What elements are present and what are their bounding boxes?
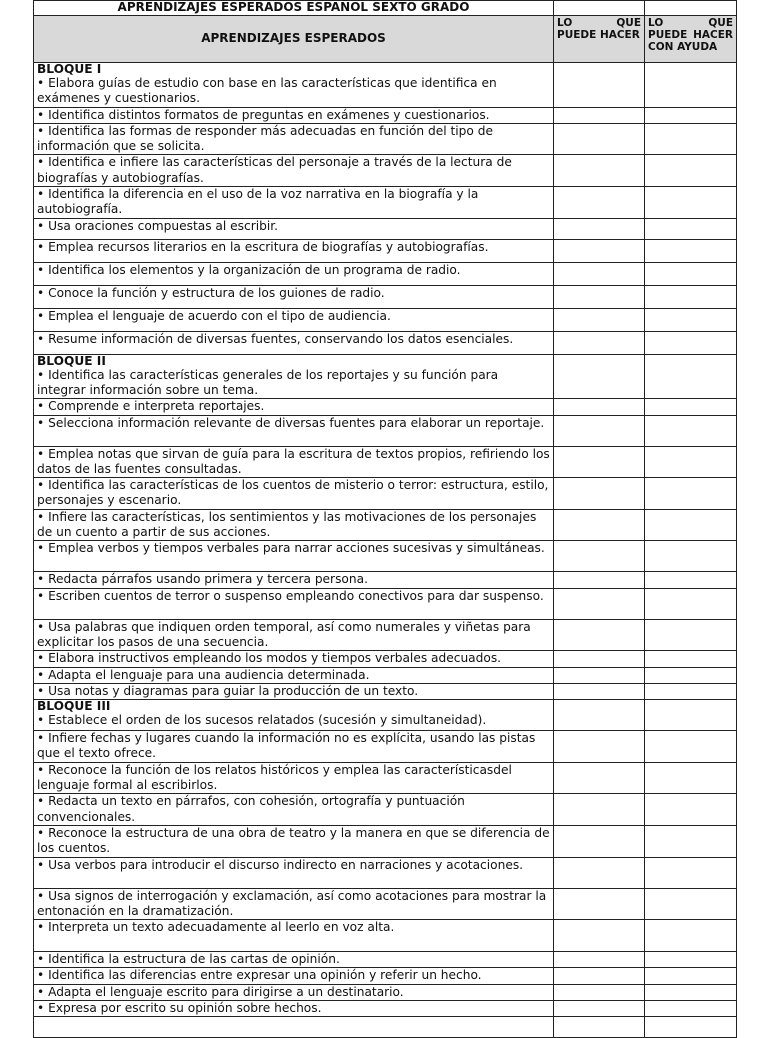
con-ayuda-cell [645, 920, 737, 952]
puede-hacer-cell [554, 762, 645, 794]
title-empty-cell [554, 1, 645, 16]
table-row [34, 968, 737, 984]
table-row [34, 888, 737, 920]
block-heading: BLOQUE III [37, 699, 111, 714]
con-ayuda-cell [645, 572, 737, 588]
aprendizaje-cell [34, 588, 554, 619]
table-row [34, 825, 737, 857]
puede-hacer-cell [554, 331, 645, 354]
puede-hacer-cell [554, 572, 645, 588]
puede-hacer-cell [554, 262, 645, 285]
aprendizaje-text: Identifica las diferencias entre expresar una opinión y referir un hecho. [48, 968, 482, 983]
aprendizaje-text: Identifica las características generales de los reportajes y su función para integrar información sobre un tema. [37, 367, 499, 397]
puede-hacer-cell [554, 107, 645, 123]
bullet-icon: • [37, 968, 49, 983]
aprendizaje-text: Identifica e infiere las características del personaje a través de la lectura de biografías y autobiografías. [37, 155, 512, 185]
bullet-icon: • [37, 123, 49, 138]
table-row [34, 683, 737, 699]
header-aprendizajes: APRENDIZAJES ESPERADOS [34, 16, 554, 63]
con-ayuda-cell [645, 825, 737, 857]
aprendizaje-text: Conoce la función y estructura de los guiones de radio. [48, 285, 385, 300]
bullet-icon: • [37, 76, 49, 90]
table-row [34, 857, 737, 888]
puede-hacer-cell [554, 218, 645, 239]
bullet-icon: • [37, 952, 49, 967]
bullet-icon: • [37, 478, 49, 493]
aprendizaje-cell [34, 888, 554, 920]
table-row [34, 588, 737, 619]
bullet-icon: • [37, 399, 49, 414]
aprendizaje-cell [34, 794, 554, 826]
table-row [34, 478, 737, 510]
con-ayuda-cell [645, 285, 737, 308]
aprendizaje-cell [34, 107, 554, 123]
aprendizaje-text: Emplea notas que sirvan de guía para la escritura de textos propios, refiriendo los datos de las fuentes consultadas. [37, 446, 550, 476]
con-ayuda-cell [645, 218, 737, 239]
aprendizaje-cell [34, 331, 554, 354]
empty-cell [554, 1017, 645, 1038]
puede-hacer-cell [554, 619, 645, 651]
bullet-icon: • [37, 446, 49, 461]
table-row [34, 218, 737, 239]
aprendizaje-cell [34, 968, 554, 984]
aprendizaje-cell [34, 683, 554, 699]
bullet-icon: • [37, 651, 49, 666]
aprendizaje-cell [34, 857, 554, 888]
aprendizaje-text: Usa signos de interrogación y exclamación, así como acotaciones para mostrar la entonación en la dramatización. [37, 888, 547, 918]
aprendizaje-text: Usa palabras que indiquen orden temporal, así como numerales y viñetas para explicitar los pasos de una secuencia. [37, 619, 531, 649]
con-ayuda-cell [645, 478, 737, 510]
aprendizaje-text: Identifica las formas de responder más adecuadas en función del tipo de información que se solicita. [37, 123, 493, 154]
aprendizaje-cell [34, 825, 554, 857]
puede-hacer-cell [554, 1000, 645, 1016]
con-ayuda-cell [645, 399, 737, 415]
aprendizaje-cell [34, 218, 554, 239]
puede-hacer-cell [554, 123, 645, 155]
aprendizaje-text: Emplea recursos literarios en la escritura de biografías y autobiografías. [48, 239, 489, 254]
aprendizaje-cell [34, 731, 554, 763]
table-row [34, 354, 737, 399]
puede-hacer-cell [554, 651, 645, 667]
aprendizaje-text: Emplea verbos y tiempos verbales para narrar acciones sucesivas y simultáneas. [48, 541, 545, 556]
block-heading: BLOQUE II [37, 353, 106, 368]
aprendizaje-cell [34, 541, 554, 572]
aprendizaje-cell [34, 155, 554, 187]
puede-hacer-cell [554, 588, 645, 619]
table-row [34, 262, 737, 285]
page-title: APRENDIZAJES ESPERADOS ESPAÑOL SEXTO GRADO [34, 1, 554, 16]
aprendizaje-text: Escriben cuentos de terror o suspenso empleando conectivos para dar suspenso. [48, 588, 544, 603]
puede-hacer-cell [554, 968, 645, 984]
table-row [34, 762, 737, 794]
con-ayuda-cell [645, 984, 737, 1000]
header-puede-hacer: LO QUE PUEDE HACER [554, 16, 645, 63]
table-row [34, 123, 737, 155]
con-ayuda-cell [645, 541, 737, 572]
aprendizaje-cell [34, 308, 554, 331]
con-ayuda-cell [645, 619, 737, 651]
table-row [34, 509, 737, 541]
bullet-icon: • [37, 731, 49, 746]
bullet-icon: • [37, 107, 49, 122]
aprendizaje-text: Elabora instructivos empleando los modos y tiempos verbales adecuados. [48, 651, 502, 666]
bullet-icon: • [37, 667, 49, 682]
con-ayuda-cell [645, 651, 737, 667]
puede-hacer-cell [554, 415, 645, 446]
aprendizaje-text: Usa verbos para introducir el discurso indirecto en narraciones y acotaciones. [48, 857, 524, 872]
con-ayuda-cell [645, 107, 737, 123]
con-ayuda-cell [645, 888, 737, 920]
title-row [34, 1, 737, 16]
table-row [34, 651, 737, 667]
aprendizaje-text: Reconoce la estructura de una obra de teatro y la manera en que se diferencia de los cuentos. [37, 825, 550, 856]
table-row [34, 155, 737, 187]
aprendizaje-text: Adapta el lenguaje escrito para dirigirse a un destinatario. [48, 984, 404, 999]
con-ayuda-cell [645, 588, 737, 619]
bullet-icon: • [37, 825, 49, 840]
aprendizaje-text: Establece el orden de los sucesos relatados (sucesión y simultaneidad). [48, 713, 487, 728]
con-ayuda-cell [645, 63, 737, 108]
con-ayuda-cell [645, 331, 737, 354]
title-empty-cell [645, 1, 737, 16]
aprendizaje-text: Usa oraciones compuestas al escribir. [48, 218, 278, 233]
aprendizaje-text: Selecciona información relevante de diversas fuentes para elaborar un reportaje. [48, 415, 545, 430]
aprendizaje-text: Reconoce la función de los relatos históricos y emplea las característicasdel lenguaje formal al escribirlos. [37, 762, 512, 793]
aprendizaje-text: Usa notas y diagramas para guiar la producción de un texto. [48, 683, 419, 698]
bullet-icon: • [37, 794, 49, 809]
aprendizaje-cell [34, 285, 554, 308]
table-row [34, 446, 737, 478]
aprendizaje-cell [34, 446, 554, 478]
puede-hacer-cell [554, 700, 645, 731]
con-ayuda-cell [645, 667, 737, 683]
aprendizaje-cell [34, 187, 554, 219]
aprendizaje-text: Elabora guías de estudio con base en las características que identifica en exámenes y cuestionarios. [37, 76, 497, 106]
con-ayuda-cell [645, 446, 737, 478]
puede-hacer-cell [554, 952, 645, 968]
table-row [34, 794, 737, 826]
bullet-icon: • [37, 218, 49, 233]
puede-hacer-cell [554, 857, 645, 888]
aprendizaje-cell [34, 509, 554, 541]
table-row [34, 107, 737, 123]
puede-hacer-cell [554, 509, 645, 541]
con-ayuda-cell [645, 857, 737, 888]
bullet-icon: • [37, 762, 49, 777]
aprendizaje-text: Infiere fechas y lugares cuando la información no es explícita, usando las pistas que el texto ofrece. [37, 731, 536, 761]
table-row [34, 541, 737, 572]
puede-hacer-cell [554, 794, 645, 826]
aprendizaje-cell [34, 63, 554, 108]
empty-cell [34, 1017, 554, 1038]
aprendizaje-cell [34, 239, 554, 262]
aprendizaje-cell [34, 651, 554, 667]
bullet-icon: • [37, 541, 49, 556]
bullet-icon: • [37, 683, 49, 698]
aprendizaje-cell [34, 478, 554, 510]
table-row [34, 572, 737, 588]
table-row [34, 399, 737, 415]
bullet-icon: • [37, 262, 49, 277]
aprendizaje-cell [34, 762, 554, 794]
bullet-icon: • [37, 619, 49, 634]
table-row [34, 952, 737, 968]
aprendizaje-text: Interpreta un texto adecuadamente al leerlo en voz alta. [48, 920, 395, 935]
block-heading: BLOQUE I [37, 62, 102, 76]
con-ayuda-cell [645, 239, 737, 262]
aprendizaje-text: Emplea el lenguaje de acuerdo con el tipo de audiencia. [48, 308, 391, 323]
bullet-icon: • [37, 572, 49, 587]
con-ayuda-cell [645, 700, 737, 731]
puede-hacer-cell [554, 731, 645, 763]
aprendizaje-cell [34, 920, 554, 952]
puede-hacer-cell [554, 354, 645, 399]
puede-hacer-cell [554, 825, 645, 857]
con-ayuda-cell [645, 731, 737, 763]
aprendizaje-cell [34, 123, 554, 155]
con-ayuda-cell [645, 968, 737, 984]
bullet-icon: • [37, 239, 49, 254]
aprendizaje-text: Comprende e interpreta reportajes. [48, 399, 265, 414]
table-row [34, 63, 737, 108]
puede-hacer-cell [554, 285, 645, 308]
aprendizaje-text: Infiere las características, los sentimientos y las motivaciones de los personajes de un cuento a partir de sus acciones. [37, 509, 537, 540]
puede-hacer-cell [554, 239, 645, 262]
aprendizaje-cell [34, 572, 554, 588]
aprendizaje-cell [34, 262, 554, 285]
puede-hacer-cell [554, 478, 645, 510]
aprendizaje-text: Expresa por escrito su opinión sobre hechos. [48, 1000, 322, 1015]
aprendizaje-cell [34, 619, 554, 651]
con-ayuda-cell [645, 509, 737, 541]
bullet-icon: • [37, 331, 49, 346]
aprendizaje-cell [34, 399, 554, 415]
table-body [34, 63, 737, 1038]
aprendizaje-text: Identifica distintos formatos de preguntas en exámenes y cuestionarios. [48, 107, 490, 122]
aprendizaje-cell [34, 415, 554, 446]
aprendizaje-cell [34, 354, 554, 399]
table-row [34, 1017, 737, 1038]
puede-hacer-cell [554, 920, 645, 952]
con-ayuda-cell [645, 187, 737, 219]
table-row [34, 187, 737, 219]
puede-hacer-cell [554, 63, 645, 108]
puede-hacer-cell [554, 984, 645, 1000]
bullet-icon: • [37, 285, 49, 300]
header-con-ayuda: LO QUE PUEDE HACER CON AYUDA [645, 16, 737, 63]
bullet-icon: • [37, 1000, 49, 1015]
table-row [34, 731, 737, 763]
con-ayuda-cell [645, 155, 737, 187]
aprendizaje-text: Adapta el lenguaje para una audiencia determinada. [48, 667, 370, 682]
con-ayuda-cell [645, 794, 737, 826]
table-row [34, 700, 737, 731]
con-ayuda-cell [645, 1000, 737, 1016]
aprendizaje-cell [34, 952, 554, 968]
aprendizaje-cell [34, 700, 554, 731]
puede-hacer-cell [554, 667, 645, 683]
aprendizaje-cell [34, 984, 554, 1000]
puede-hacer-cell [554, 399, 645, 415]
puede-hacer-cell [554, 888, 645, 920]
con-ayuda-cell [645, 683, 737, 699]
puede-hacer-cell [554, 187, 645, 219]
aprendizajes-table [33, 0, 737, 1038]
puede-hacer-cell [554, 308, 645, 331]
aprendizaje-cell [34, 667, 554, 683]
con-ayuda-cell [645, 354, 737, 399]
con-ayuda-cell [645, 308, 737, 331]
aprendizaje-text: Identifica la diferencia en el uso de la voz narrativa en la biografía y la autobiografía. [37, 187, 479, 217]
table-row [34, 984, 737, 1000]
bullet-icon: • [37, 588, 49, 603]
bullet-icon: • [37, 155, 49, 170]
aprendizaje-text: Resume información de diversas fuentes, conservando los datos esenciales. [48, 331, 514, 346]
bullet-icon: • [37, 509, 49, 524]
aprendizaje-text: Identifica los elementos y la organización de un programa de radio. [48, 262, 461, 277]
bullet-icon: • [37, 367, 49, 382]
con-ayuda-cell [645, 262, 737, 285]
table-row [34, 619, 737, 651]
table-row [34, 920, 737, 952]
table-row [34, 415, 737, 446]
bullet-icon: • [37, 920, 49, 935]
table-row [34, 1000, 737, 1016]
bullet-icon: • [37, 713, 49, 728]
puede-hacer-cell [554, 541, 645, 572]
bullet-icon: • [37, 984, 49, 999]
table-row [34, 285, 737, 308]
table-row [34, 239, 737, 262]
con-ayuda-cell [645, 415, 737, 446]
con-ayuda-cell [645, 762, 737, 794]
con-ayuda-cell [645, 123, 737, 155]
puede-hacer-cell [554, 683, 645, 699]
bullet-icon: • [37, 888, 49, 903]
puede-hacer-cell [554, 155, 645, 187]
empty-cell [645, 1017, 737, 1038]
table-row [34, 308, 737, 331]
aprendizaje-text: Redacta un texto en párrafos, con cohesión, ortografía y puntuación convencionales. [37, 794, 465, 824]
bullet-icon: • [37, 415, 49, 430]
bullet-icon: • [37, 308, 49, 323]
aprendizaje-cell [34, 1000, 554, 1016]
table-row [34, 331, 737, 354]
bullet-icon: • [37, 857, 49, 872]
header-row [34, 16, 737, 63]
aprendizaje-text: Identifica la estructura de las cartas de opinión. [48, 952, 340, 967]
table-row [34, 667, 737, 683]
bullet-icon: • [37, 187, 49, 202]
aprendizaje-text: Identifica las características de los cuentos de misterio o terror: estructura, estilo, personajes y escenario. [37, 478, 549, 508]
puede-hacer-cell [554, 446, 645, 478]
aprendizaje-text: Redacta párrafos usando primera y tercera persona. [48, 572, 368, 587]
con-ayuda-cell [645, 952, 737, 968]
